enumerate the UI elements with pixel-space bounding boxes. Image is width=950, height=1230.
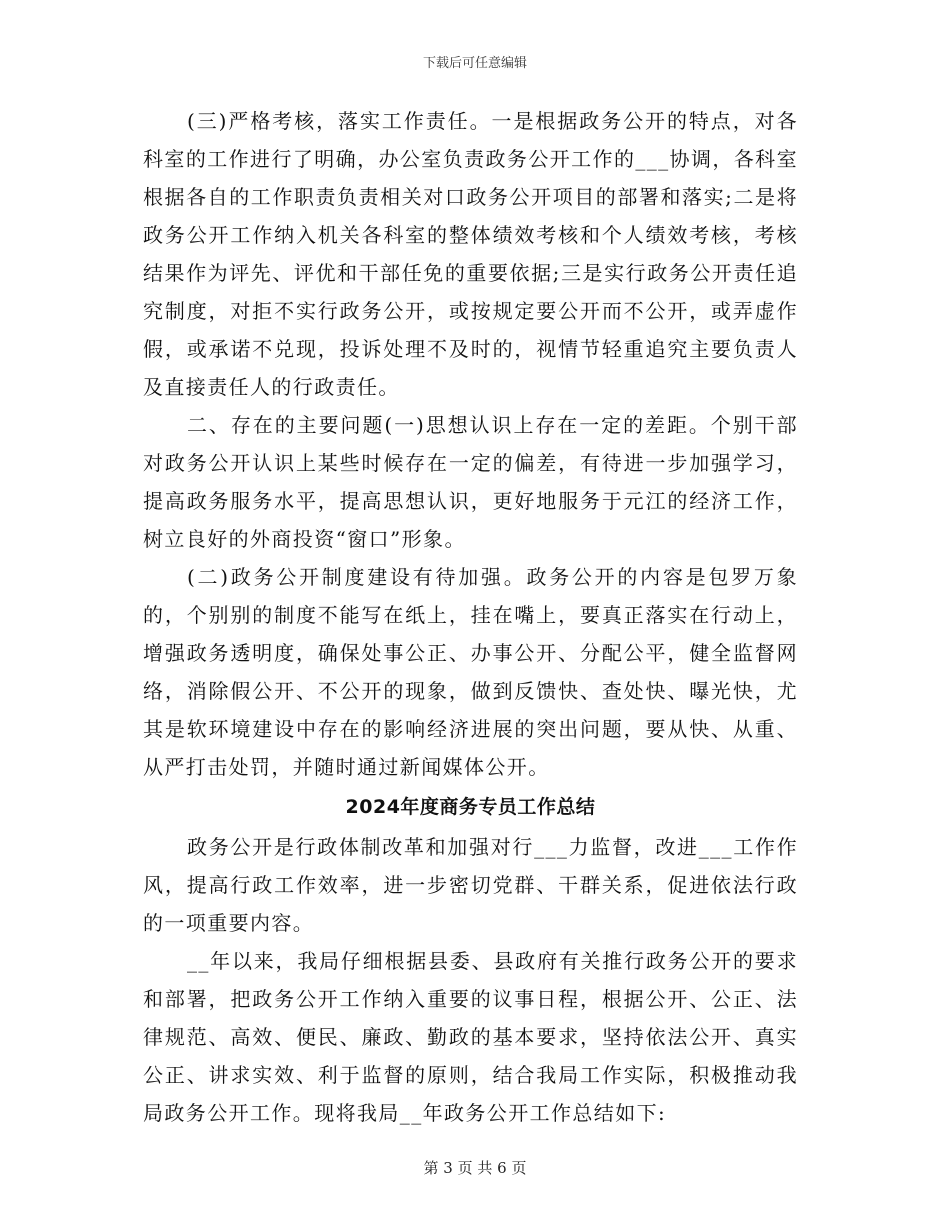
- paragraph-main-problems: 二、存在的主要问题(一)思想认识上存在一定的差距。个别干部对政务公开认识上某些时候存在一定的偏差，有待进一步加强学习，提高政务服务水平，提高思想认识，更好地服务于元江的经济工作，树立良好的外商投资“窗口”形象。: [143, 413, 798, 551]
- document-body: [143, 102, 798, 1132]
- page-header: 下载后可任意编辑: [422, 56, 527, 71]
- paragraph-system-building: (二)政务公开制度建设有待加强。政务公开的内容是包罗万象的，个别别的制度不能写在纸上，挂在嘴上，要真正落实在行动上，增强政务透明度，确保处事公正、办事公开、分配公平，健全监督网络，消除假公开、不公开的现象，做到反馈快、查处快、曝光快，尤其是软环境建设中存在的影响经济进展的突出问题，要从快、从重、从严打击处罚，并随时通过新闻媒体公开。: [143, 565, 798, 779]
- page-footer: 第 3 页 共 6 页: [423, 1159, 527, 1177]
- paragraph-intro: 政务公开是行政体制改革和加强对行___力监督，改进___工作作风，提高行政工作效率，进一步密切党群、干群关系，促进依法行政的一项重要内容。: [143, 835, 798, 935]
- section-title: 2024年度商务专员工作总结: [345, 796, 596, 818]
- paragraph-summary: __年以来，我局仔细根据县委、县政府有关推行政务公开的要求和部署，把政务公开工作纳入重要的议事日程，根据公开、公正、法律规范、高效、便民、廉政、勤政的基本要求，坚持依法公开、真实公正、讲求实效、利于监督的原则，结合我局工作实际，积极推动我局政务公开工作。现将我局__年政务公开工作总结如下:: [143, 949, 798, 1125]
- paragraph-strict-assessment: (三)严格考核，落实工作责任。一是根据政务公开的特点，对各科室的工作进行了明确，办公室负责政务公开工作的___协调，各科室根据各自的工作职责负责相关对口政务公开项目的部署和落实;二是将政务公开工作纳入机关各科室的整体绩效考核和个人绩效考核，考核结果作为评先、评优和干部任免的重要依据;三是实行政务公开责任追究制度，对拒不实行政务公开，或按规定要公开而不公开，或弄虚作假，或承诺不兑现，投诉处理不及时的，视情节轻重追究主要负责人及直接责任人的行政责任。: [143, 109, 798, 399]
